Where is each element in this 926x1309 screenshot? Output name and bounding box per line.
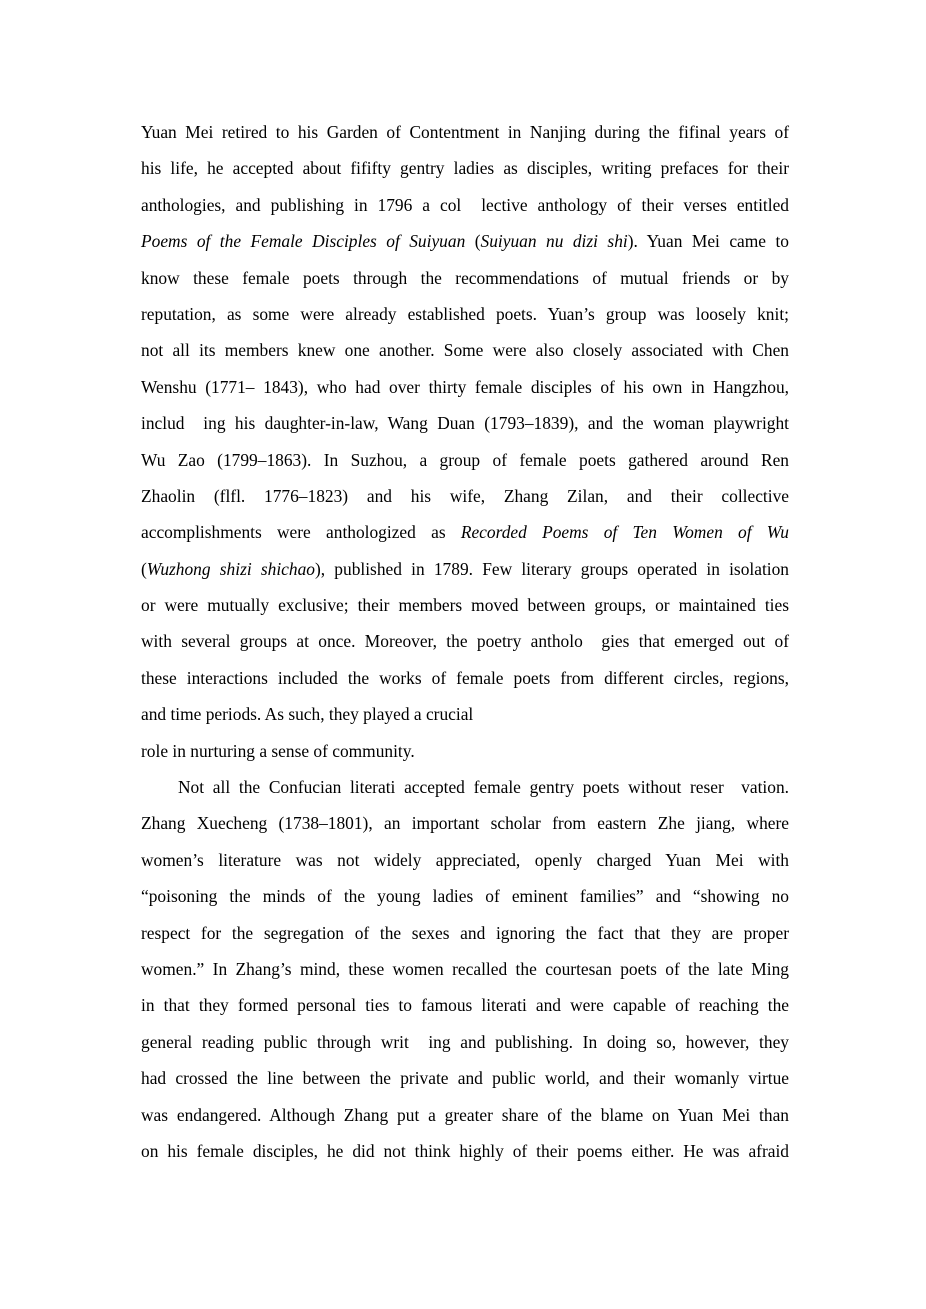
text-line <box>141 296 789 332</box>
text-line <box>141 623 789 659</box>
text-line <box>141 842 789 878</box>
text-segment: women’s literature was not widely appreciated, openly charged Yuan Mei with <box>141 849 789 870</box>
body-text <box>141 114 789 1169</box>
italic-title: Recorded Poems of Ten Women of Wu <box>460 522 790 543</box>
text-segment: and time periods. As such, they played a crucial <box>141 704 474 725</box>
text-line <box>141 223 789 259</box>
text-line <box>141 878 789 914</box>
text-segment: Wu Zao (1799–1863). In Suzhou, a group of female poets gathered around Ren <box>141 449 789 470</box>
text-line <box>141 805 789 841</box>
text-line <box>141 1133 789 1169</box>
text-segment: his life, he accepted about fififty gentry ladies as disciples, writing prefaces for their <box>141 158 789 179</box>
text-line <box>141 1097 789 1133</box>
text-line <box>141 733 789 769</box>
text-segment: Yuan Mei retired to his Garden of Contentment in Nanjing during the fifinal years of <box>141 122 789 142</box>
italic-title: Poems of the Female Disciples of Suiyuan <box>141 231 466 252</box>
text-segment: women.” In Zhang’s mind, these women recalled the courtesan poets of the late Ming <box>141 958 789 979</box>
text-segment: not all its members knew one another. Some were also closely associated with Chen <box>141 340 789 361</box>
text-segment: ), published in 1789. Few literary groups operated in isolation <box>314 558 789 579</box>
text-segment: ( <box>141 558 147 579</box>
text-segment: ). Yuan Mei came to <box>627 231 789 252</box>
text-line <box>141 951 789 987</box>
text-segment: includ ing his daughter-in-law, Wang Duan (1793–1839), and the woman playwright <box>141 413 789 434</box>
text-line <box>141 114 789 150</box>
text-segment: “poisoning the minds of the young ladies of eminent families” and “showing no <box>141 886 789 907</box>
text-line <box>141 150 789 186</box>
text-segment: with several groups at once. Moreover, the poetry antholo gies that emerged out of <box>141 631 789 652</box>
text-line <box>141 915 789 951</box>
text-line <box>141 332 789 368</box>
text-line <box>141 405 789 441</box>
text-segment: ( <box>465 231 481 252</box>
text-segment: Wenshu (1771– 1843), who had over thirty female disciples of his own in Hangzhou, <box>141 376 789 397</box>
text-line <box>141 187 789 223</box>
text-segment: in that they formed personal ties to famous literati and were capable of reaching the <box>141 995 789 1016</box>
text-line <box>141 1060 789 1096</box>
text-line <box>141 551 789 587</box>
text-line <box>141 260 789 296</box>
text-segment: reputation, as some were already established poets. Yuan’s group was loosely knit; <box>141 303 789 324</box>
text-line <box>141 587 789 623</box>
text-line <box>141 478 789 514</box>
text-line <box>141 769 789 805</box>
text-segment: on his female disciples, he did not think highly of their poems either. He was afraid <box>141 1140 789 1161</box>
italic-title: Wuzhong shizi shichao <box>146 558 315 579</box>
text-line <box>141 660 789 696</box>
text-line <box>141 369 789 405</box>
text-segment: was endangered. Although Zhang put a greater share of the blame on Yuan Mei than <box>141 1104 789 1125</box>
text-segment: Not all the Confucian literati accepted female gentry poets without reser vation. <box>178 777 789 798</box>
text-segment: general reading public through writ ing and publishing. In doing so, however, they <box>141 1031 789 1052</box>
text-segment: these interactions included the works of female poets from different circles, regions, <box>141 667 789 688</box>
text-segment: role in nurturing a sense of community. <box>141 740 415 761</box>
text-segment: know these female poets through the recommendations of mutual friends or by <box>141 267 789 288</box>
text-line <box>141 987 789 1023</box>
italic-title: Suiyuan nu dizi shi <box>480 231 628 252</box>
text-segment: or were mutually exclusive; their members moved between groups, or maintained ties <box>141 595 789 616</box>
text-segment: had crossed the line between the private and public world, and their womanly virtue <box>141 1068 789 1089</box>
text-segment: Zhaolin (flfl. 1776–1823) and his wife, Zhang Zilan, and their collective <box>141 485 789 506</box>
text-line <box>141 442 789 478</box>
text-segment: anthologies, and publishing in 1796 a col lective anthology of their verses entitled <box>141 194 789 215</box>
text-segment: accomplishments were anthologized as <box>141 522 461 543</box>
text-segment: Zhang Xuecheng (1738–1801), an important scholar from eastern Zhe jiang, where <box>141 813 789 834</box>
text-line <box>141 696 789 732</box>
text-segment: respect for the segregation of the sexes and ignoring the fact that they are proper <box>141 922 789 943</box>
text-line <box>141 1024 789 1060</box>
text-line <box>141 514 789 550</box>
